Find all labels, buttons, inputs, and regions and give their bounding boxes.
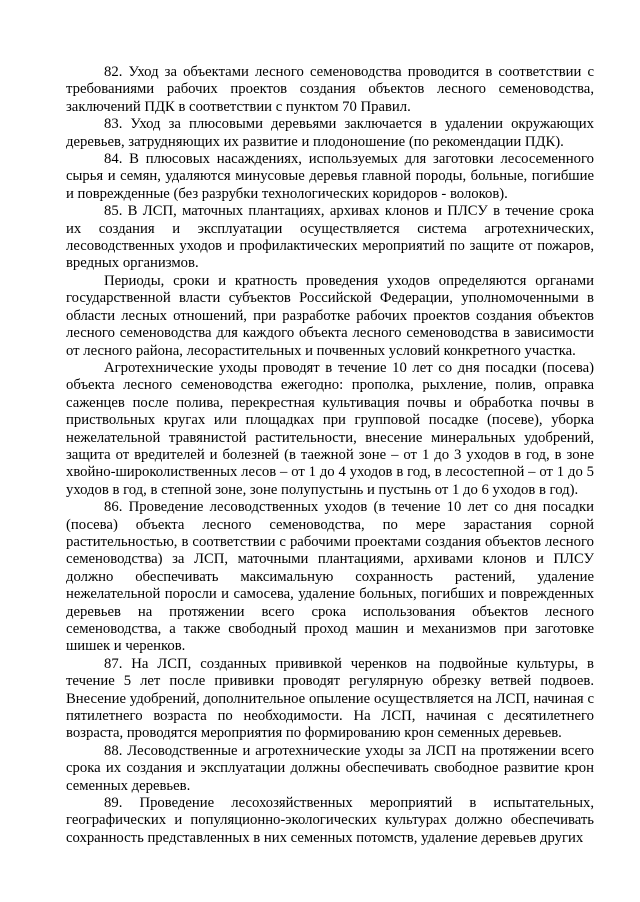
paragraph-88: 88. Лесоводственные и агротехнические уходы за ЛСП на протяжении всего срока их создания и эксплуатации должны обеспечивать свободное развитие крон семенных деревьев. bbox=[66, 742, 594, 794]
paragraph-84: 84. В плюсовых насаждениях, используемых для заготовки лесосеменного сырья и семян, удаляются минусовые деревья главной породы, больные, погибшие и поврежденные (без разрубки технологических коридоров - волоков). bbox=[66, 151, 594, 202]
paragraph-83: 83. Уход за плюсовыми деревьями заключается в удалении окружающих деревьев, затрудняющих их развитие и плодоношение (по рекомендации ПДК). bbox=[66, 116, 594, 150]
paragraph-85-periods: Периоды, сроки и кратность проведения уходов определяются органами государственной власти субъектов Российской Федерации, уполномоченными в области лесных отношений, при разработке рабочих проектов создания объектов лесного семеноводства для каждого объекта лесного семеноводства в зависимости от лесного района, лесорастительных и почвенных условий конкретного участка. bbox=[66, 272, 594, 359]
paragraph-89: 89. Проведение лесохозяйственных мероприятий в испытательных, географических и популяционно-экологических культурах должно обеспечивать сохранность представленных в них семенных потомств, удаление деревьев других bbox=[66, 795, 594, 846]
paragraph-85-agrotech: Агротехнические уходы проводят в течение 10 лет со дня посадки (посева) объекта лесного семеноводства ежегодно: прополка, рыхление, полив, оправка саженцев после полива, перекрестная культивация почвы и обработка почвы в приствольных кругах или площадках при групповой посадке (посеве), уборка нежелательной травянистой растительности, внесение минеральных удобрений, защита от вредителей и болезней (в таежной зоне – от 1 до 3 уходов в год, в зоне хвойно-широколиственных лесов – от 1 до 4 уходов в год, в лесостепной – от 1 до 5 уходов в год, в степной зоне, зоне полупустынь и пустынь от 1 до 6 уходов в год). bbox=[66, 359, 594, 498]
paragraph-85: 85. В ЛСП, маточных плантациях, архивах клонов и ПЛСУ в течение срока их создания и эксплуатации осуществляется система агротехнических, лесоводственных уходов и профилактических мероприятий по защите от пожаров, вредных организмов. bbox=[66, 203, 594, 272]
paragraph-82: 82. Уход за объектами лесного семеноводства проводится в соответствии с требованиями рабочих проектов создания объектов лесного семеноводства, заключений ПДК в соответствии с пунктом 70 Правил. bbox=[66, 64, 594, 115]
paragraph-86: 86. Проведение лесоводственных уходов (в течение 10 лет со дня посадки (посева) объекта лесного семеноводства, по мере зарастания сорной растительностью, в соответствии с рабочими проектами создания объектов лесного семеноводства) за ЛСП, маточными плантациями, архивами клонов и ПЛСУ должно обеспечивать максимальную сохранность растений, удаление нежелательной поросли и самосева, удаление больных, погибших и поврежденных деревьев на протяжении всего срока использования объектов лесного семеноводства, а также свободный проход машин и механизмов при заготовке шишек и черенков. bbox=[66, 499, 594, 655]
paragraph-87: 87. На ЛСП, созданных прививкой черенков на подвойные культуры, в течение 5 лет после прививки проводят регулярную обрезку ветвей подвоев. Внесение удобрений, дополнительное опыление осуществляется на ЛСП, начиная с пятилетнего возраста по необходимости. На ЛСП, начиная с десятилетнего возраста, проводятся мероприятия по формированию крон семенных деревьев. bbox=[66, 655, 594, 742]
